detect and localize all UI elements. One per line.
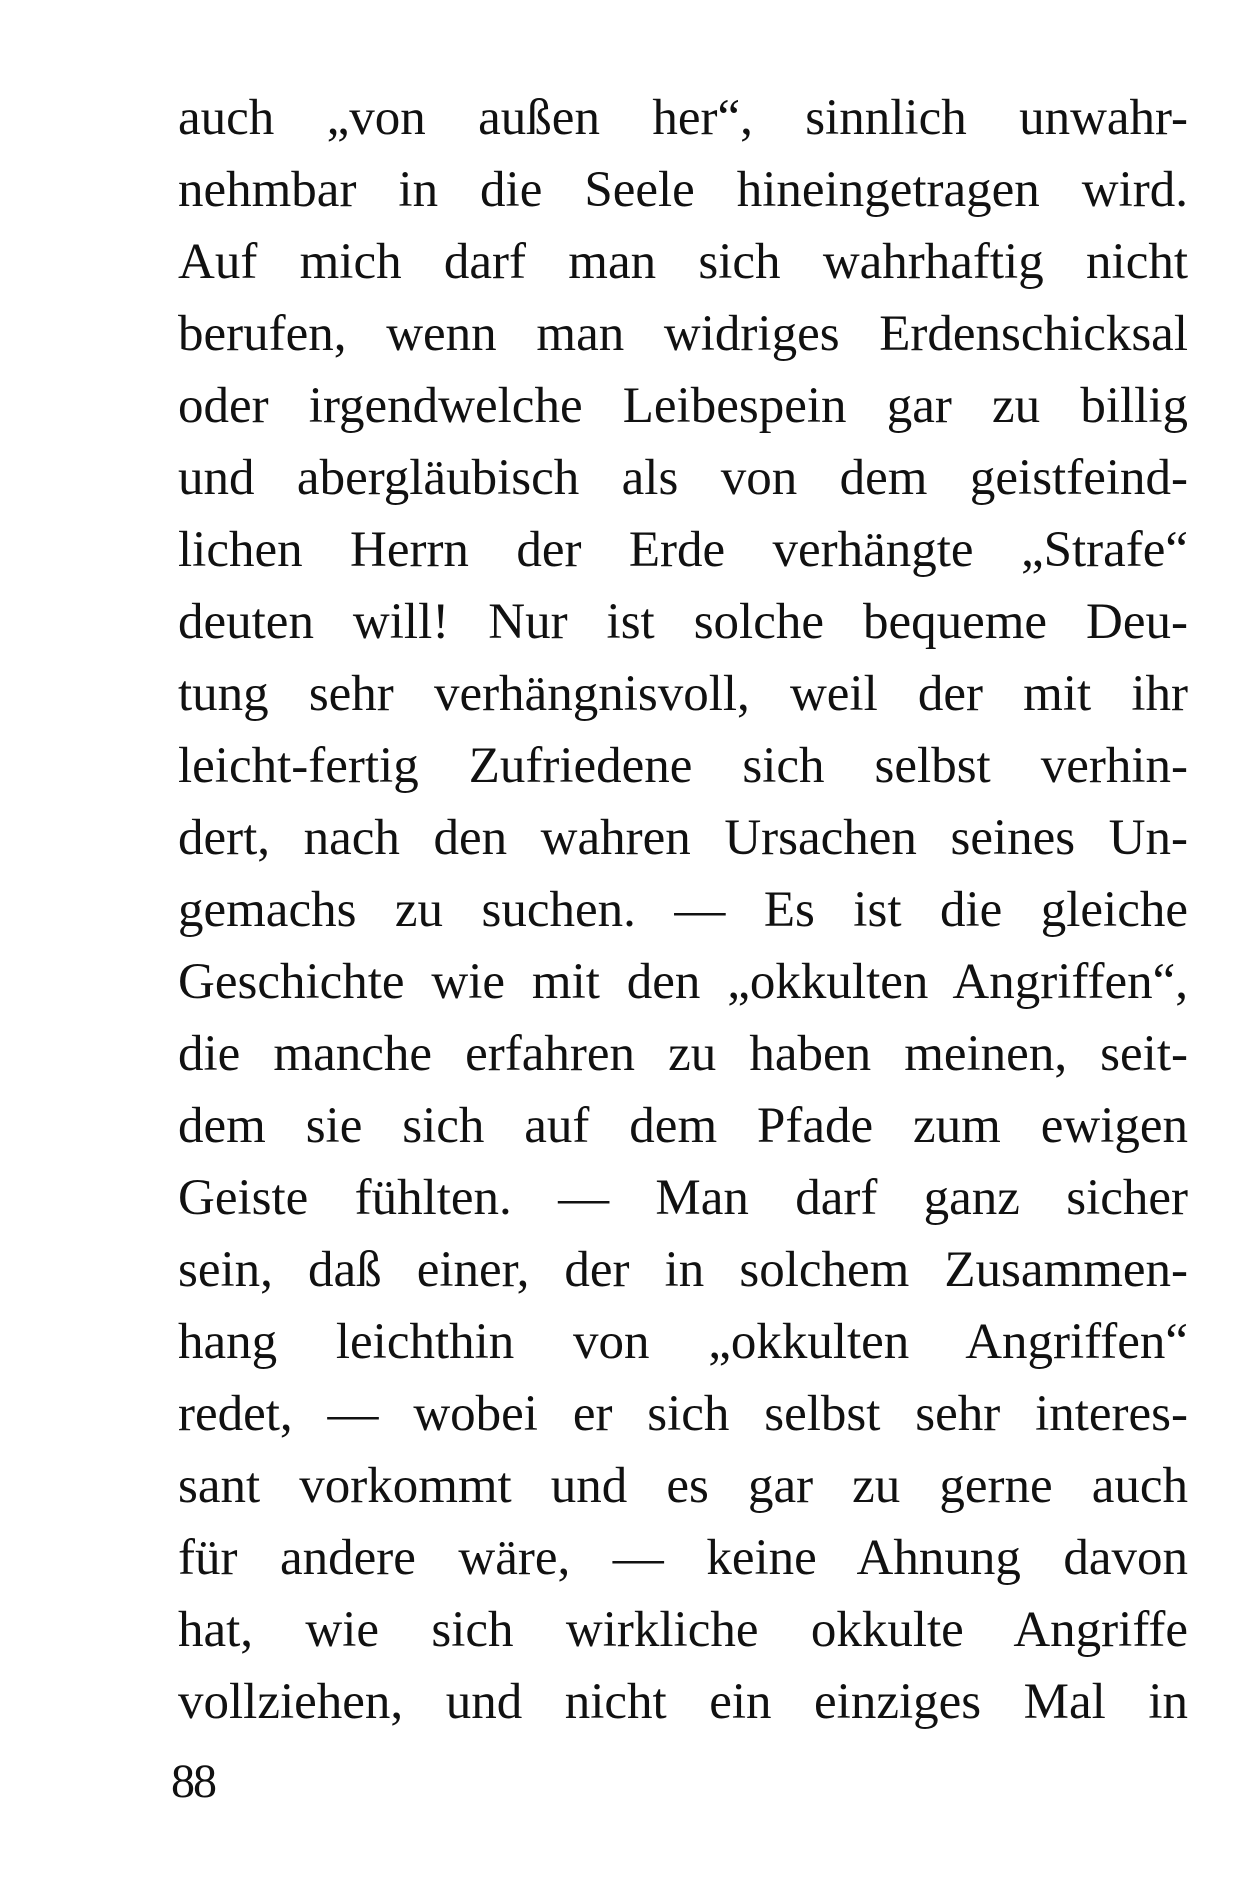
text-line-21: für andere wäre, — keine Ahnung davon: [178, 1530, 1188, 1586]
text-line-4: berufen, wenn man widriges Erdenschicksal: [178, 306, 1188, 362]
text-line-13: Geschichte wie mit den „okkulten Angriffen“,: [178, 954, 1188, 1010]
text-line-20: sant vorkommt und es gar zu gerne auch: [178, 1458, 1188, 1514]
text-line-15: dem sie sich auf dem Pfade zum ewigen: [178, 1098, 1188, 1154]
text-line-3: Auf mich darf man sich wahrhaftig nicht: [178, 234, 1188, 290]
text-line-11: dert, nach den wahren Ursachen seines Un-: [178, 810, 1188, 866]
body-text: [178, 82, 1188, 1738]
text-line-7: lichen Herrn der Erde verhängte „Strafe“: [178, 522, 1188, 578]
text-line-12: gemachs zu suchen. — Es ist die gleiche: [178, 882, 1188, 938]
text-line-14: die manche erfahren zu haben meinen, seit-: [178, 1026, 1188, 1082]
text-line-18: hang leichthin von „okkulten Angriffen“: [178, 1314, 1188, 1370]
text-line-10: leicht-fertig Zufriedene sich selbst verhin-: [178, 738, 1188, 794]
text-line-23: vollziehen, und nicht ein einziges Mal in: [178, 1674, 1188, 1730]
text-line-17: sein, daß einer, der in solchem Zusammen-: [178, 1242, 1188, 1298]
text-line-1: auch „von außen her“, sinnlich unwahr-: [178, 90, 1188, 146]
text-line-8: deuten will! Nur ist solche bequeme Deu-: [178, 594, 1188, 650]
page-number: 88: [171, 1755, 215, 1808]
text-line-16: Geiste fühlten. — Man darf ganz sicher: [178, 1170, 1188, 1226]
text-line-22: hat, wie sich wirkliche okkulte Angriffe: [178, 1602, 1188, 1658]
text-line-6: und abergläubisch als von dem geistfeind-: [178, 450, 1188, 506]
text-line-9: tung sehr verhängnisvoll, weil der mit ihr: [178, 666, 1188, 722]
text-line-5: oder irgendwelche Leibespein gar zu billig: [178, 378, 1188, 434]
text-line-2: nehmbar in die Seele hineingetragen wird.: [178, 162, 1188, 218]
text-line-19: redet, — wobei er sich selbst sehr interes-: [178, 1386, 1188, 1442]
